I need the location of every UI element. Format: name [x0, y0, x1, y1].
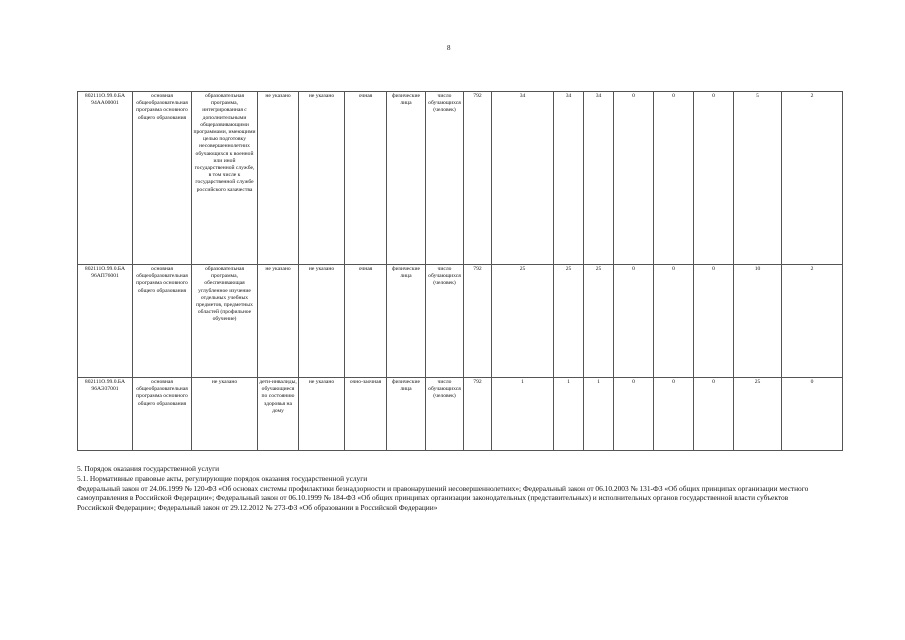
legal-acts-text: Федеральный закон от 24.06.1999 № 120-ФЗ «Об основах системы профилактики безнадзорности и правонарушений несовершеннолетних»; Федеральный закон от 06.10.2003 № 131-ФЗ «Об общих принципах организации местного самоуправления в Российской Федерации»; Федеральный закон от 06.10.1999 № 184-ФЗ «Об общих принципах организации законодательных (представительных) и исполнительных органов государственной власти субъектов Российской Федерации»; Федеральный закон от 29.12.2012 № 273-ФЗ «Об образовании в Российской Федерации»	[77, 483, 809, 513]
table-cell: не указано	[299, 92, 345, 265]
table-cell: очная	[345, 265, 387, 378]
table-cell: 0	[654, 92, 694, 265]
table-cell: очно-заочная	[345, 378, 387, 451]
table-cell: 792	[464, 378, 492, 451]
table-cell: образовательная программа, интегрированная с дополнительными общеразвивающими программами, имеющими целью подготовку несовершеннолетних обучающихся к военной или иной государственной службе, в том числе к государственной службе российского казачества	[192, 92, 258, 265]
table-cell: 34	[492, 92, 554, 265]
table-cell: 0	[654, 378, 694, 451]
table-row	[78, 92, 843, 265]
service-volume-table	[77, 91, 843, 451]
table-cell: 0	[782, 378, 843, 451]
table-cell: образовательная программа, обеспечивающая углубленное изучение отдельных учебных предметов, предметных областей (профильное обучение)	[192, 265, 258, 378]
table-cell: не указано	[258, 265, 299, 378]
table-cell: 1	[584, 378, 614, 451]
table-cell: 0	[614, 265, 654, 378]
table-row	[78, 378, 843, 451]
table-cell: 0	[654, 265, 694, 378]
table-cell: 25	[492, 265, 554, 378]
table-cell: 802111О.99.0.БА 94АА00001	[78, 92, 133, 265]
table-cell: 25	[554, 265, 584, 378]
table-cell: число обучающихся (человек)	[426, 265, 464, 378]
table-cell: не указано	[258, 92, 299, 265]
table-cell: не указано	[299, 378, 345, 451]
table-cell: дети-инвалиды, обучающиеся по состоянию здоровья на дому	[258, 378, 299, 451]
table-cell: 10	[734, 265, 782, 378]
table-cell: 0	[614, 378, 654, 451]
table-cell: физические лица	[387, 265, 426, 378]
table-cell: 25	[734, 378, 782, 451]
table-cell: основная общеобразовательная программа основного общего образования	[133, 92, 192, 265]
table-cell: очная	[345, 92, 387, 265]
table-cell: 5	[734, 92, 782, 265]
section-heading: 5. Порядок оказания государственной услуги	[77, 464, 220, 473]
table-cell: 0	[694, 265, 734, 378]
section-subheading: 5.1. Нормативные правовые акты, регулирующие порядок оказания государственной услуги	[77, 473, 368, 483]
table-cell: не указано	[192, 378, 258, 451]
table-cell: 2	[782, 265, 843, 378]
table-cell: 2	[782, 92, 843, 265]
table-cell: 0	[614, 92, 654, 265]
table-cell: число обучающихся (человек)	[426, 378, 464, 451]
table-cell: 792	[464, 92, 492, 265]
table-cell: не указано	[299, 265, 345, 378]
table-cell: число обучающихся (человек)	[426, 92, 464, 265]
service-procedure-section	[77, 464, 817, 513]
table-cell: основная общеобразовательная программа основного общего образования	[133, 265, 192, 378]
table-cell: физические лица	[387, 378, 426, 451]
table-cell: 1	[554, 378, 584, 451]
table-cell: 34	[554, 92, 584, 265]
table-cell: 1	[492, 378, 554, 451]
table-cell: 0	[694, 378, 734, 451]
table-cell: 0	[694, 92, 734, 265]
table-cell: 34	[584, 92, 614, 265]
page-number: 8	[447, 44, 451, 52]
table-cell: 802111О.99.0.БА 96АП76001	[78, 265, 133, 378]
table-cell: основная общеобразовательная программа основного общего образования	[133, 378, 192, 451]
table-cell: 25	[584, 265, 614, 378]
table-row	[78, 265, 843, 378]
table-cell: 802111О.99.0.БА 96АЭ37001	[78, 378, 133, 451]
table-cell: 792	[464, 265, 492, 378]
table-cell: физические лица	[387, 92, 426, 265]
